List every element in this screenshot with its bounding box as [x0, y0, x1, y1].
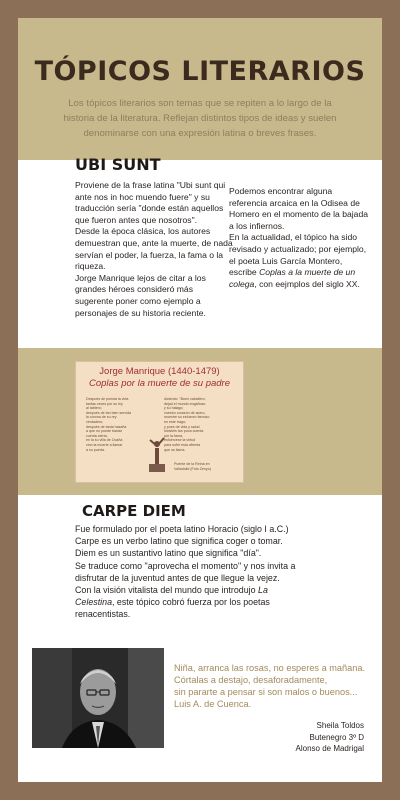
- poster-verse-line: en este trago;: [164, 419, 186, 424]
- poster-verse-line: muestre su esfuerzo famoso: [164, 415, 210, 420]
- poster-verse-line: al tablero;: [86, 406, 102, 411]
- poster-verse-line: después de tan bien servida: [86, 410, 131, 415]
- statue-illustration: [146, 434, 168, 472]
- ubi-sunt-paragraph: Podemos encontrar alguna referencia arcaica en la Odisea de Homero en el momento de la bajada a los infiernos.: [229, 186, 369, 231]
- ubi-sunt-paragraph: Jorge Manrique lejos de citar a los grandes héroes consideró más sugerente poner como ejemplo a personajes de su historia reciente.: [75, 272, 206, 318]
- poster-subtitle: Coplas por la muerte de su padre: [89, 378, 230, 389]
- work-title: Coplas a la muerte de un colega: [229, 267, 356, 289]
- poem-author: Luis A. de Cuenca.: [174, 699, 252, 709]
- portrait-illustration: [32, 648, 164, 748]
- page-title: TÓPICOS LITERARIOS: [34, 56, 366, 87]
- ubi-sunt-paragraph: Desde la época clásica, los autores demuestran que, ante la muerte, de nada servían el poder, la fuerza, la fama o la riqueza.: [75, 226, 233, 272]
- poster-verse-line: Después de puesta la vida: [86, 397, 129, 401]
- text-line: [75, 596, 337, 608]
- text-line: Diem es un sustantivo latino que significa "día".: [75, 548, 262, 559]
- poster-verse-line: vino la muerte a llamar: [86, 442, 123, 447]
- poster-verse-line: después de tanta hazaña: [86, 424, 127, 429]
- text-line: renacentistas.: [75, 609, 131, 620]
- poem-line: Niña, arranca las rosas, no esperes a mañana.: [174, 663, 365, 673]
- poster-verse-line: que os llama.: [164, 447, 186, 452]
- poster-verse-line: hicisteis tan poca cuenta: [164, 429, 204, 434]
- text-line: [75, 584, 337, 596]
- poem-line: Córtalas a destajo, desaforadamente,: [174, 675, 328, 685]
- signature-line: Alonso de Madrigal: [295, 744, 364, 753]
- poster-verse-line: vuestro corazón de acero,: [164, 410, 206, 415]
- text-line: disfrutar de la juventud antes de que llegue la vejez.: [75, 572, 280, 583]
- poster-verse-line: por la fama,: [164, 433, 183, 438]
- ubi-sunt-heading: UBI SUNT: [75, 155, 161, 174]
- poster-caption-line: Puente de la Reina en: [174, 462, 210, 466]
- poster-verses-left: [86, 397, 146, 452]
- paragraph-text: , con eejmplos del siglo XX.: [254, 278, 360, 289]
- carpe-diem-text: [75, 523, 337, 621]
- poster-verse-line: en la su villa de Ocaña: [86, 438, 123, 443]
- intro-text: Los tópicos literarios son temas que se repiten a lo largo de la historia de la literatura. Reflejan distintos tipos de ideas y suelen denominarse con una expresión latina o breves frases.: [63, 98, 337, 139]
- ubi-sunt-left-column: [75, 180, 233, 319]
- manrique-poster-image: [75, 361, 244, 483]
- text-line: Carpe es un verbo latino que significa coger o tomar.: [75, 536, 283, 547]
- poster-verse-line: verdadero;: [86, 419, 104, 424]
- poster-verse-line: dejad el mundo engañoso: [164, 401, 206, 406]
- ubi-sunt-paragraph: [229, 232, 369, 290]
- infographic-page: [18, 18, 382, 782]
- text-line: Fue formulado por el poeta latino Horacio (siglo I a.C.): [75, 524, 289, 534]
- poet-portrait-photo: [32, 648, 164, 748]
- signature-line: Butenegro 3º D: [309, 732, 364, 742]
- poster-verse-line: esfuércese la virtud: [164, 438, 196, 443]
- carpe-diem-heading: CARPE DIEM: [82, 502, 186, 520]
- poster-verse-line: a su puerta.: [86, 447, 105, 452]
- text-fragment: Con la visión vitalista del mundo que introdujo: [75, 585, 259, 596]
- poster-verse-line: a que no puede bastar: [86, 429, 122, 434]
- poem-quote: [174, 662, 380, 710]
- poster-title: Jorge Manrique (1440-1479): [99, 366, 220, 377]
- poster-caption: [174, 462, 234, 471]
- poster-verse-line: y pues de vida y salud: [164, 424, 200, 429]
- poster-verse-line: para sufrir esta afrenta: [164, 442, 201, 447]
- poster-verse-line: tantas veces por su ley: [86, 401, 123, 406]
- poster-verse-line: cuenta cierta,: [86, 433, 108, 438]
- poster-verse-line: la corona de su rey: [86, 415, 117, 420]
- poster-verse-line: diciendo: "Buen caballero,: [164, 397, 206, 401]
- text-fragment: , este tópico cobró fuerza por los poetas: [112, 597, 270, 608]
- poster-verses-right: [164, 397, 224, 452]
- paragraph-text: En la actualidad, el tópico ha sido revisado y actualizado; por ejemplo, el poeta Luis García Montero, escribe: [229, 232, 367, 278]
- work-title: Celestina: [75, 597, 112, 608]
- ubi-sunt-right-column: [229, 186, 369, 290]
- poster-verse-line: y su halago;: [164, 406, 184, 411]
- poem-line: sin pararte a pensar si son malos o buenos...: [174, 687, 358, 697]
- signature-line: Sheila Toldos: [316, 721, 364, 730]
- author-signature: [234, 720, 364, 755]
- poster-caption-line: Valladolid (Foto Zenyo): [174, 466, 211, 471]
- work-title: La: [258, 585, 268, 596]
- ubi-sunt-paragraph: Proviene de la frase latina "Ubi sunt qui ante nos in hoc muendo fuere" y su traducción sería "donde están aquellos que fueron antes que nosotros".: [75, 180, 226, 225]
- text-line: Se traduce como "aprovecha el momento" y nos invita a: [75, 560, 296, 571]
